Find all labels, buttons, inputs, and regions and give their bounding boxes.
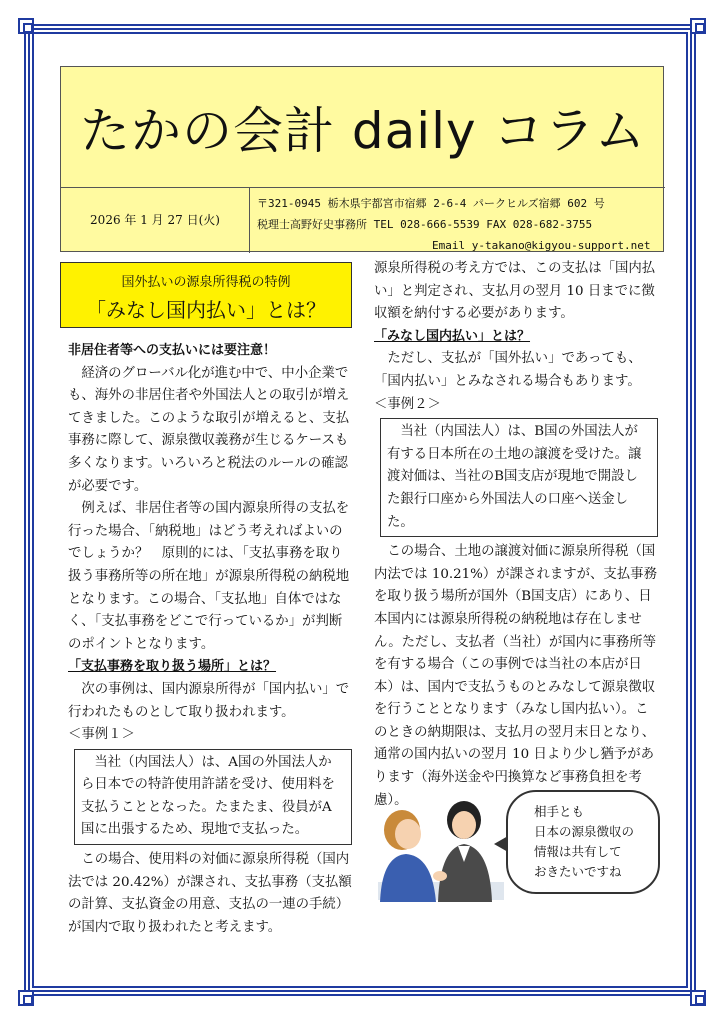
- corner-ornament: [690, 990, 706, 1006]
- bubble-line: 相手とも: [534, 804, 585, 819]
- paragraph: この場合、土地の譲渡対価に源泉所得税（国内法では 10.21%）が課されますが、支払事務を取り扱う場所が国外（B国支店）にあり、日本国内には源泉所得税の納税地は存在しません。ただし、支払者（当社）が国内に事務所等を有する場合（この事例では当社の本店が日本）は、国内で支払うものとみなして源泉徴収を行うこととなります（みなし国内払い）。このときの納期限は、支払月の翌月末日となり、通常の国内払いの翌月 10 日より少し猶予があります（海外送金や円換算など事務負担を考慮）。: [374, 544, 657, 808]
- issue-date: 2026 年 1 月 27 日(火): [90, 213, 220, 227]
- section-heading: 「みなし国内払い」とは？: [374, 328, 531, 344]
- bubble-line: 情報は共有して: [534, 844, 622, 859]
- title-header: [60, 66, 664, 252]
- case-text: 当社（内国法人）は、A国の外国法人から日本での特許使用許諾を受け、使用料を支払うこととなった。たまたま、役員がA国に出張するため、現地で支払った。: [81, 754, 335, 838]
- meeting-illustration: [372, 790, 506, 902]
- right-column: [374, 258, 658, 812]
- person-right-face: [452, 811, 476, 839]
- office-address: 〒321-0945 栃木県宇都宮市宿郷 2-6-4 パークヒルズ宿郷 602 号: [257, 197, 605, 210]
- case-text: 当社（内国法人）は、B国の外国法人が有する日本所在の土地の譲渡を受けた。譲渡対価は、当社のB国支店が現地で開設した銀行口座から外国法人の口座へ送金した。: [387, 424, 642, 530]
- article-headline: [60, 262, 352, 328]
- headline-title: 「みなし国内払い」とは？: [86, 298, 326, 322]
- corner-ornament: [18, 18, 34, 34]
- section-heading: 「支払事務を取り扱う場所」とは？: [68, 659, 277, 675]
- paragraph: 源泉所得税の考え方では、この支払は「国内払い」と判定され、支払月の翌月 10 日までに徴収額を納付する必要があります。: [374, 261, 656, 322]
- headline-subtitle: 国外払いの源泉所得税の特例: [121, 275, 291, 290]
- office-email: Email y-takano@kigyou-support.net: [432, 239, 651, 252]
- case-label: ＜事例１＞: [68, 727, 135, 743]
- bubble-line: 日本の源泉徴収の: [534, 824, 635, 839]
- hand: [433, 871, 447, 881]
- contact-block: [257, 193, 651, 256]
- paragraph: 例えば、非居住者等の国内源泉所得の支払を行った場合、「納税地」はどう考えればよいのでしょうか？ 原則的には、「支払事務を取り扱う事務所等の所在地」が源泉所得税の納税地となります。この場合、「支払地」自体ではなく、「支払事務をどこで行っているか」が判断のポイントとなります。: [68, 501, 350, 652]
- case-box: [380, 418, 658, 537]
- person-left-suit: [380, 854, 436, 902]
- corner-ornament: [690, 18, 706, 34]
- case-label: ＜事例２＞: [374, 396, 441, 412]
- header-divider: [61, 187, 665, 188]
- office-tel-fax: 税理士高野好史事務所 TEL 028-666-5539 FAX 028-682-3755: [257, 218, 593, 231]
- newsletter-title: たかの会計 daily コラム: [79, 102, 647, 160]
- paragraph: ただし、支払が「国外払い」であっても、「国内払い」とみなされる場合もあります。: [374, 351, 642, 389]
- corner-ornament: [18, 990, 34, 1006]
- paragraph: この場合、使用料の対価に源泉所得税（国内法では 20.42%）が課され、支払事務（支払額の計算、支払資金の用意、支払の一連の手続）が国内で取り扱われたと考えます。: [68, 852, 352, 935]
- case-box: [74, 749, 352, 845]
- paragraph: 経済のグローバル化が進む中で、中小企業でも、海外の非居住者や外国法人との取引が増えてきました。このような取引が増えると、支払事務に際して、源泉徴収義務が生じるケースも多くなります。いろいろと税法のルールの確認が必要です。: [68, 365, 350, 494]
- person-left-face: [395, 819, 421, 849]
- speech-bubble: [506, 790, 660, 894]
- paragraph: 次の事例は、国内源泉所得が「国内払い」で行われたものとして取り扱われます。: [68, 681, 350, 720]
- header-divider: [249, 187, 250, 253]
- section-heading: 非居住者等への支払いには要注意！: [68, 343, 277, 358]
- left-column: [68, 340, 352, 939]
- bubble-line: おきたいですね: [534, 864, 622, 879]
